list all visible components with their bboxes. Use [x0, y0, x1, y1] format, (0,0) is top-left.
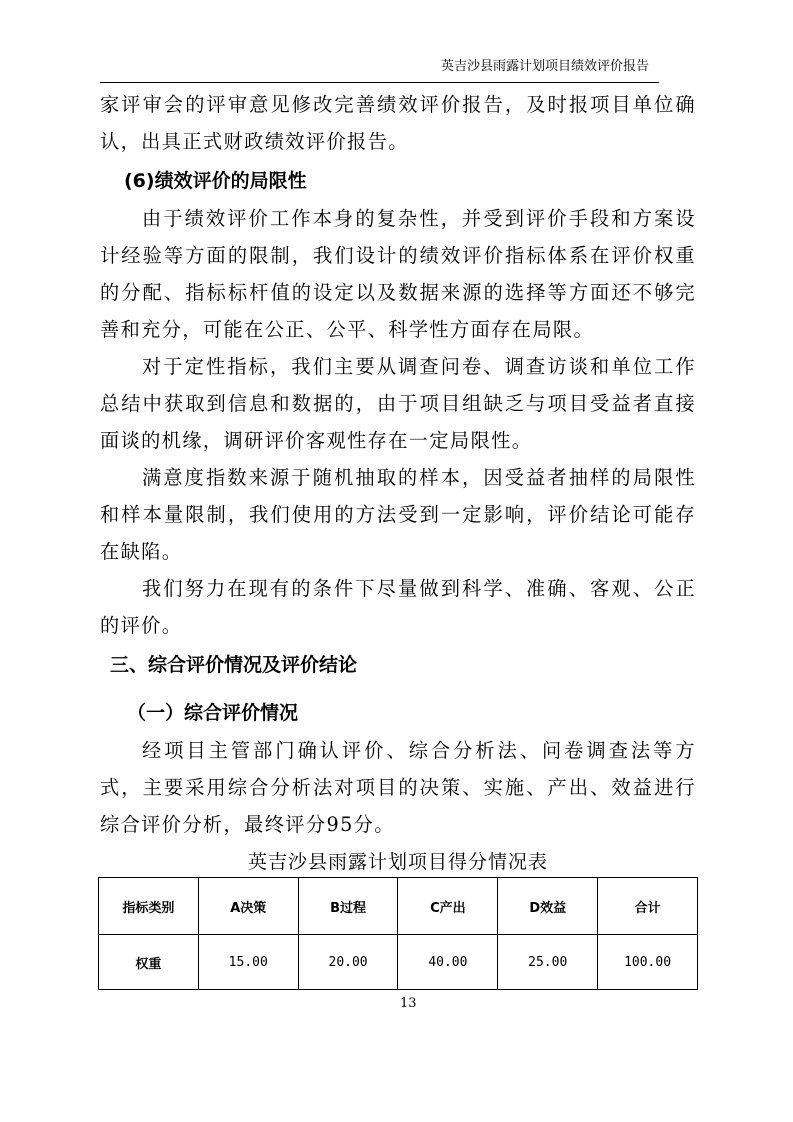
table-cell: 40.00 [398, 935, 498, 990]
table-cell: 权重 [99, 935, 199, 990]
table-header-cell: A决策 [198, 878, 298, 935]
table-header-cell: D效益 [498, 878, 598, 935]
score-table [98, 877, 698, 990]
paragraph-limitations-2: 对于定性指标，我们主要从调查问卷、调查访谈和单位工作总结中获取到信息和数据的，由于项目组缺乏与项目受益者直接面谈的机缘，调研评价客观性存在一定局限性。 [100, 355, 696, 452]
page-number: 13 [400, 996, 417, 1011]
paragraph-overall-evaluation: 经项目主管部门确认评价、综合分析法、问卷调查法等方式，主要采用综合分析法对项目的决策、实施、产出、效益进行综合评价分析，最终评分95分。 [100, 739, 696, 836]
heading-section-3: 三、综合评价情况及评价结论 [110, 654, 358, 676]
paragraph-limitations-4: 我们努力在现有的条件下尽量做到科学、准确、客观、公正的评价。 [100, 577, 696, 637]
table-cell: 100.00 [598, 935, 698, 990]
table-header-row [99, 878, 698, 935]
table-header-cell: 指标类别 [99, 878, 199, 935]
paragraph-limitations-3: 满意度指数来源于随机抽取的样本，因受益者抽样的局限性和样本量限制，我们使用的方法受到一定影响，评价结论可能存在缺陷。 [100, 466, 696, 563]
table-cell: 15.00 [198, 935, 298, 990]
table-row [99, 935, 698, 990]
header-title: 英吉沙县雨露计划项目绩效评价报告 [440, 59, 649, 74]
table-cell: 25.00 [498, 935, 598, 990]
paragraph-limitations-1: 由于绩效评价工作本身的复杂性，并受到评价手段和方案设计经验等方面的限制，我们设计的绩效评价指标体系在评价权重的分配、指标标杆值的设定以及数据来源的选择等方面还不够完善和充分，可能在公正、公平、科学性方面存在局限。 [100, 207, 696, 341]
table-cell: 20.00 [298, 935, 398, 990]
page-header [100, 52, 659, 83]
table-header-cell: 合计 [598, 878, 698, 935]
paragraph-report-finalization: 家评审会的评审意见修改完善绩效评价报告，及时报项目单位确认，出具正式财政绩效评价报告。 [100, 93, 696, 153]
table-title: 英吉沙县雨露计划项目得分情况表 [247, 851, 548, 873]
heading-section-3-1: （一）综合评价情况 [127, 702, 299, 724]
heading-limitations: (6)绩效评价的局限性 [124, 170, 307, 192]
table-header-cell: C产出 [398, 878, 498, 935]
table-header-cell: B过程 [298, 878, 398, 935]
